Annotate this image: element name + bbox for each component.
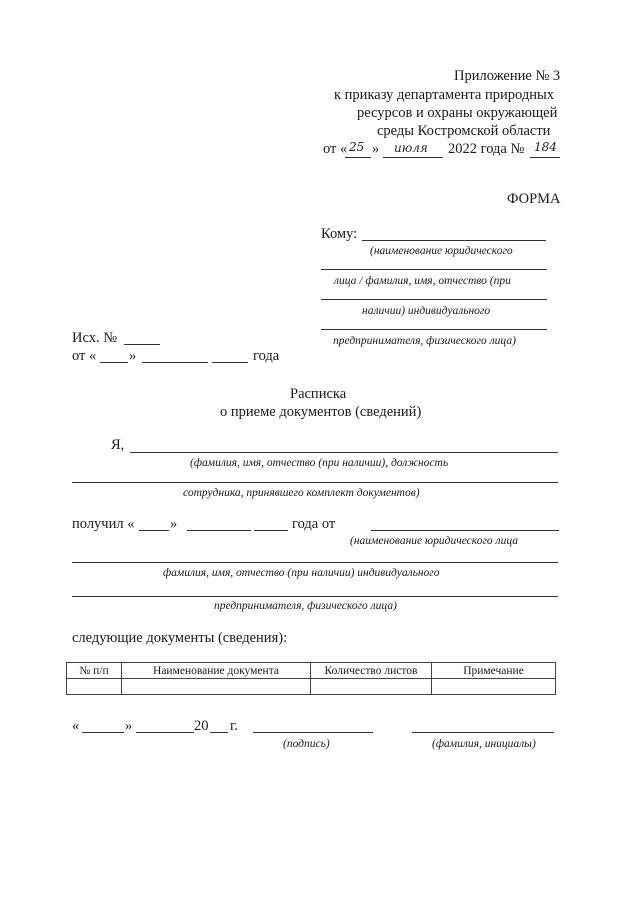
recipient-line-2: [321, 269, 547, 270]
recipient-hint-1: (наименование юридического: [370, 245, 513, 257]
appendix-line-4: среды Костромской области: [377, 123, 551, 139]
outgoing-number-label: Исх. №: [72, 330, 118, 346]
col-header-sheets: Количество листов: [311, 663, 432, 679]
appendix-number: Приложение № 3: [454, 68, 561, 84]
name-initials-hint: (фамилия, инициалы): [432, 738, 536, 750]
name-initials-line: [412, 732, 554, 733]
employee-hint-1: (фамилия, имя, отчество (при наличии), должность: [190, 457, 449, 469]
i-label: Я,: [111, 437, 125, 453]
document-subtitle: о приеме документов (сведений): [220, 404, 422, 420]
table-cell[interactable]: [122, 679, 311, 695]
table-header-row: [67, 663, 556, 679]
footer-year-line: [210, 732, 228, 733]
order-day: 25: [349, 140, 365, 154]
table-cell[interactable]: [432, 679, 556, 695]
employee-line-2: [72, 482, 558, 483]
employee-hint-2: сотрудника, принявшего комплект документов): [183, 487, 420, 499]
recipient-line-3: [321, 299, 547, 300]
footer-month-line: [136, 732, 194, 733]
recipient-hint-2: лица / фамилия, имя, отчество (при: [334, 275, 511, 287]
entity-hint-2: фамилия, имя, отчество (при наличии) индивидуального: [163, 567, 440, 579]
received-day-line: [139, 530, 169, 531]
received-label: получил «: [72, 516, 135, 532]
recipient-line-1: [362, 240, 546, 241]
table-cell[interactable]: [67, 679, 122, 695]
outgoing-month-line: [142, 362, 208, 363]
footer-year-prefix: 20: [194, 718, 209, 734]
recipient-hint-3: наличии) индивидуального: [362, 305, 491, 317]
outgoing-date-prefix: от «: [72, 348, 97, 364]
footer-year-suffix: г.: [230, 718, 238, 734]
employee-line-1: [130, 452, 558, 453]
order-number-line: [530, 157, 560, 158]
outgoing-number-line: [124, 344, 160, 345]
entity-hint-1: (наименование юридического лица: [350, 535, 518, 547]
documents-label: следующие документы (сведения):: [72, 630, 288, 646]
col-header-number: № п/п: [67, 663, 122, 679]
signature-hint: (подпись): [283, 738, 330, 750]
order-date-prefix: от «: [323, 141, 348, 157]
table-cell[interactable]: [311, 679, 432, 695]
entity-line-1: [371, 530, 559, 531]
received-year-text: года от: [292, 516, 336, 532]
footer-date-close: »: [125, 718, 133, 734]
order-year-text: 2022 года №: [448, 141, 525, 157]
signature-line: [253, 732, 373, 733]
outgoing-date-suffix: года: [253, 348, 280, 364]
col-header-name: Наименование документа: [122, 663, 311, 679]
received-mid: »: [170, 516, 178, 532]
form-label: ФОРМА: [507, 191, 561, 207]
col-header-note: Примечание: [432, 663, 556, 679]
entity-line-3: [72, 596, 558, 597]
outgoing-year-line: [212, 362, 248, 363]
document-title: Расписка: [290, 386, 347, 402]
appendix-line-2: к приказу департамента природных: [334, 87, 554, 103]
footer-day-line: [82, 732, 124, 733]
order-number: 184: [534, 140, 557, 154]
recipient-line-4: [321, 329, 547, 330]
order-month: июля: [394, 141, 428, 155]
received-month-line: [187, 530, 251, 531]
outgoing-date-mid: »: [129, 348, 137, 364]
entity-hint-3: предпринимателя, физического лица): [214, 600, 397, 612]
appendix-line-3: ресурсов и охраны окружающей: [357, 105, 558, 121]
documents-table: [66, 662, 556, 695]
order-day-line: [345, 157, 371, 158]
footer-date-open: «: [72, 718, 80, 734]
entity-line-2: [72, 562, 558, 563]
order-date-mid: »: [372, 141, 380, 157]
table-row: [67, 679, 556, 695]
order-month-line: [383, 157, 443, 158]
recipient-label: Кому:: [321, 226, 358, 242]
recipient-hint-4: предпринимателя, физического лица): [333, 335, 516, 347]
outgoing-day-line: [100, 362, 128, 363]
received-year-line: [254, 530, 288, 531]
